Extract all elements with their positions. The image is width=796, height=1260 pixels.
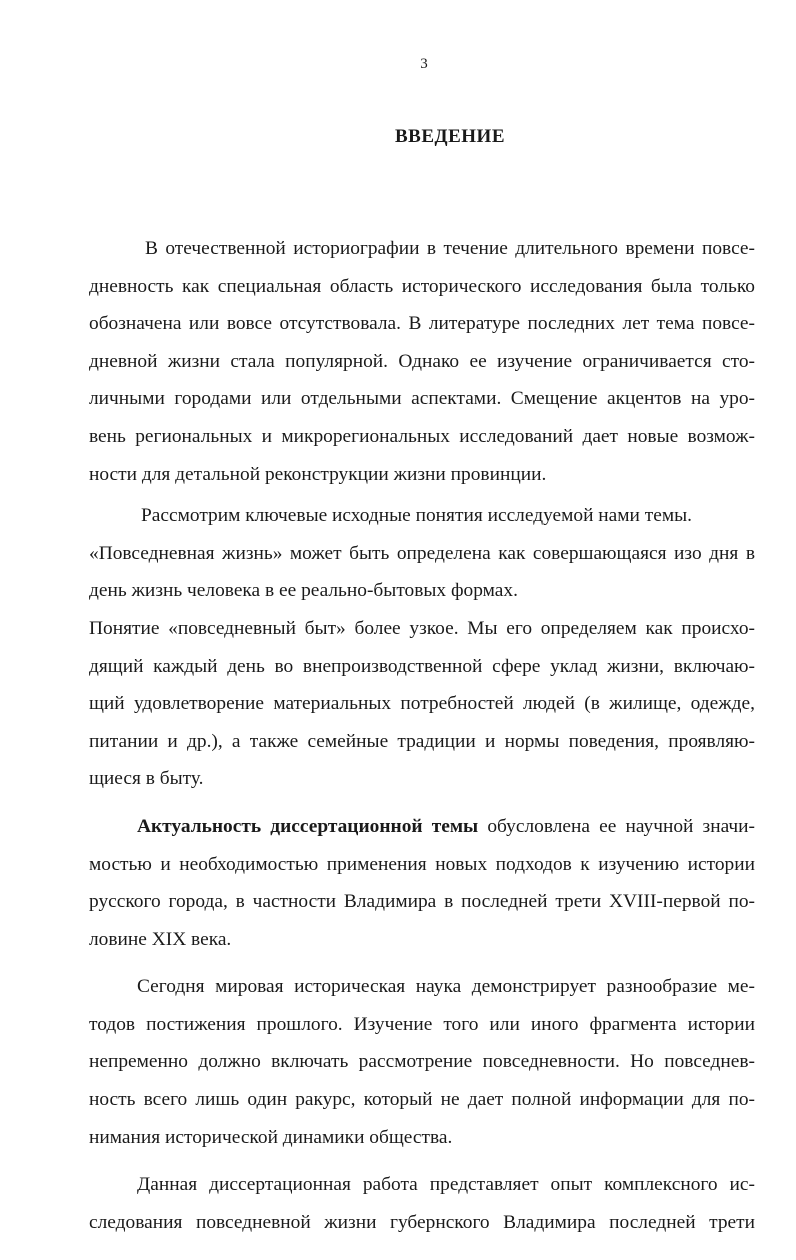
paragraph-line: дневной жизни стала популярной. Однако ее изучение ограничивается сто-	[89, 350, 755, 372]
paragraph-line: Данная диссертационная работа представляет опыт комплексного ис-	[137, 1174, 755, 1196]
paragraph-line	[89, 808, 755, 846]
paragraph-line: питании и др.), а также семейные традиции и нормы поведения, проявляю-	[89, 730, 755, 752]
paragraph-line: обозначена или вовсе отсутствовала. В литературе последних лет тема повсе-	[89, 313, 755, 335]
paragraph-line: ности для детальной реконструкции жизни провинции.	[89, 463, 547, 485]
paragraph-line: ловине XIX века.	[89, 928, 232, 950]
paragraph-line: В отечественной историографии в течение длительного времени повсе-	[145, 238, 755, 259]
paragraph-line: «Повседневная жизнь» может быть определена как совершающаяся изо дня в	[89, 542, 755, 564]
paragraph-line: следования повседневной жизни губернского Владимира последней трети	[89, 1211, 755, 1233]
paragraph-line: вень региональных и микрорегиональных исследований дает новые возмож-	[89, 425, 755, 447]
paragraph-line: щиеся в быту.	[89, 768, 204, 790]
paragraph-line: дящий каждый день во внепроизводственной сфере уклад жизни, включаю-	[89, 655, 755, 677]
paragraph-line: тодов постижения прошлого. Изучение того или иного фрагмента истории	[89, 1013, 755, 1035]
paragraph-line: щий удовлетворение материальных потребностей людей (в жилище, одежде,	[89, 693, 755, 715]
paragraph-line: непременно должно включать рассмотрение повседневности. Но повседнев-	[89, 1051, 755, 1073]
page-number: 3	[420, 56, 428, 72]
paragraph-line: Сегодня мировая историческая наука демонстрирует разнообразие ме-	[137, 976, 755, 998]
paragraph-line: Понятие «повседневный быт» более узкое. Мы его определяем как происхо-	[89, 617, 755, 639]
paragraph-line: дневность как специальная область исторического исследования была только	[89, 275, 755, 297]
paragraph-line: русского города, в частности Владимира в последней трети XVIII-первой по-	[89, 891, 755, 913]
paragraph-line: день жизнь человека в ее реально-бытовых формах.	[89, 580, 518, 602]
paragraph-line: ность всего лишь один ракурс, который не дает полной информации для по-	[89, 1089, 755, 1111]
emphasis-actuality: Актуальность диссертационной темы	[137, 815, 479, 837]
body-text	[89, 230, 755, 1241]
paragraph-line: нимания исторической динамики общества.	[89, 1126, 453, 1148]
paragraph-line: мостью и необходимостью применения новых подходов к изучению истории	[89, 853, 755, 875]
paragraph-line-rest: обусловлена ее научной значи-	[478, 815, 755, 837]
paragraph-line: личными городами или отдельными аспектами. Смещение акцентов на уро-	[89, 388, 755, 410]
page-title: ВВЕДЕНИЕ	[395, 126, 505, 147]
paragraph-line: Рассмотрим ключевые исходные понятия исследуемой нами темы.	[141, 505, 693, 527]
